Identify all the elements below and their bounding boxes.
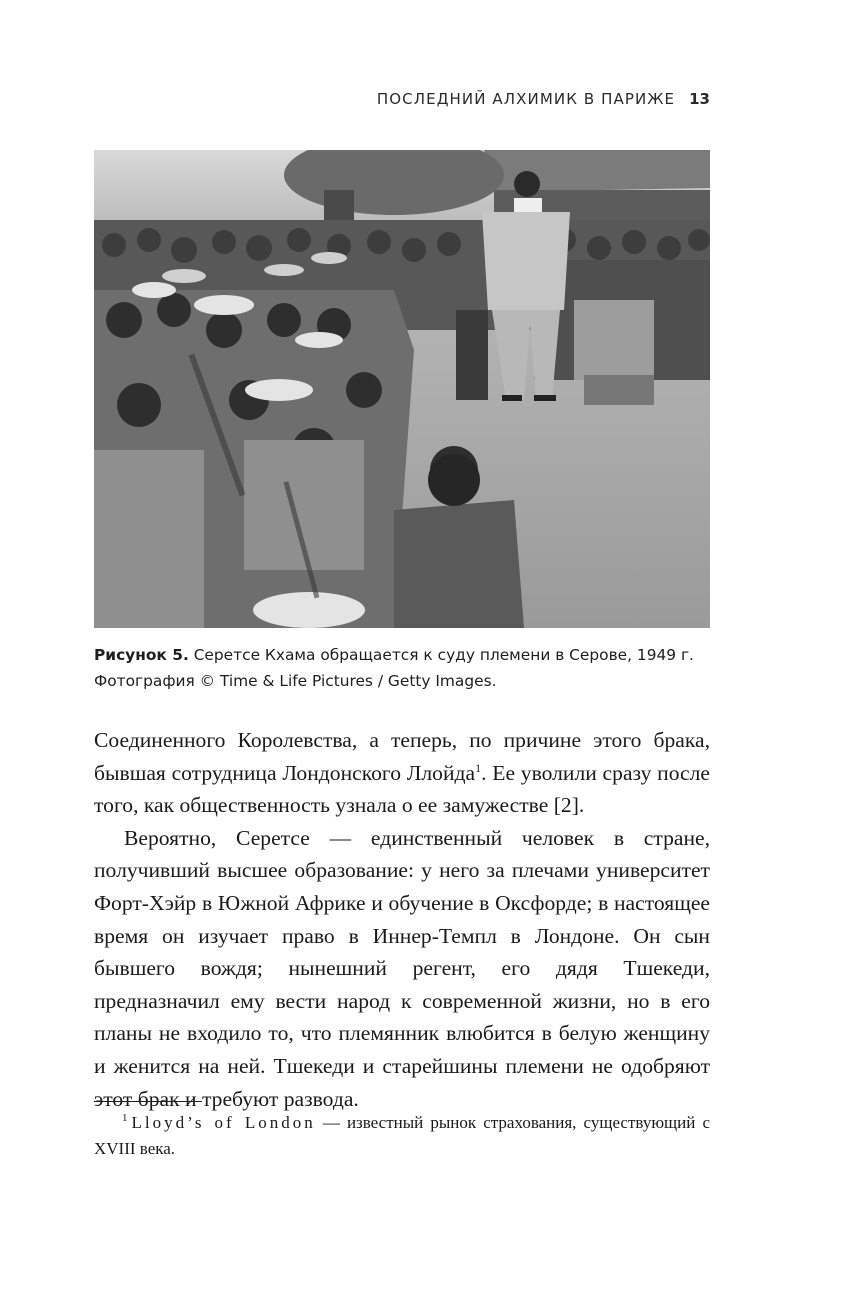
footnote-term: Lloyd’s of London (131, 1113, 316, 1132)
footnote-text: — известный рынок страхования, существующий с XVIII века. (94, 1113, 710, 1158)
running-header (94, 90, 710, 108)
footnote-ref[interactable]: 1 (475, 760, 482, 775)
figure-credit: Фотография © Time & Life Pictures / Getty Images. (94, 672, 497, 690)
paragraph-1 (94, 724, 710, 822)
figure-caption (94, 642, 714, 694)
footnote-number: 1 (122, 1112, 128, 1125)
figure-label: Рисунок 5. (94, 646, 189, 664)
paragraph-1-part-a: Соединенного Королевства, а теперь, по причине этого брака, бывшая сотрудница Лондонского Ллойда (94, 728, 710, 785)
page-number: 13 (689, 90, 710, 108)
paragraph-2: Вероятно, Серетсе — единственный человек в стране, получивший высшее образование: у него за плечами университет Форт-Хэйр в Южной Африке и обучение в Оксфорде; в настоящее время он изучает право в Иннер-Темпл в Лондоне. Он сын бывшего вождя; нынешний регент, его дядя Тшекеди, предназначил ему вести народ к современной жизни, но в его планы не входило то, что племянник влюбится в белую женщину и женится на ней. Тшекеди и старейшины племени не одобряют этот брак и требуют развода. (94, 825, 710, 1111)
footnote (94, 1110, 710, 1162)
body-text (94, 724, 710, 1115)
running-title: ПОСЛЕДНИЙ АЛХИМИК В ПАРИЖЕ (376, 90, 676, 108)
figure-caption-text: Серетсе Кхама обращается к суду племени в Серове, 1949 г. (188, 646, 694, 664)
paragraph-1-part-b: . Ее уволили сразу после того, как общественность узнала о ее замужестве [2]. (94, 760, 710, 818)
figure-photo (94, 150, 710, 628)
footnote-divider (94, 1101, 202, 1102)
photo-illustration (94, 150, 710, 628)
